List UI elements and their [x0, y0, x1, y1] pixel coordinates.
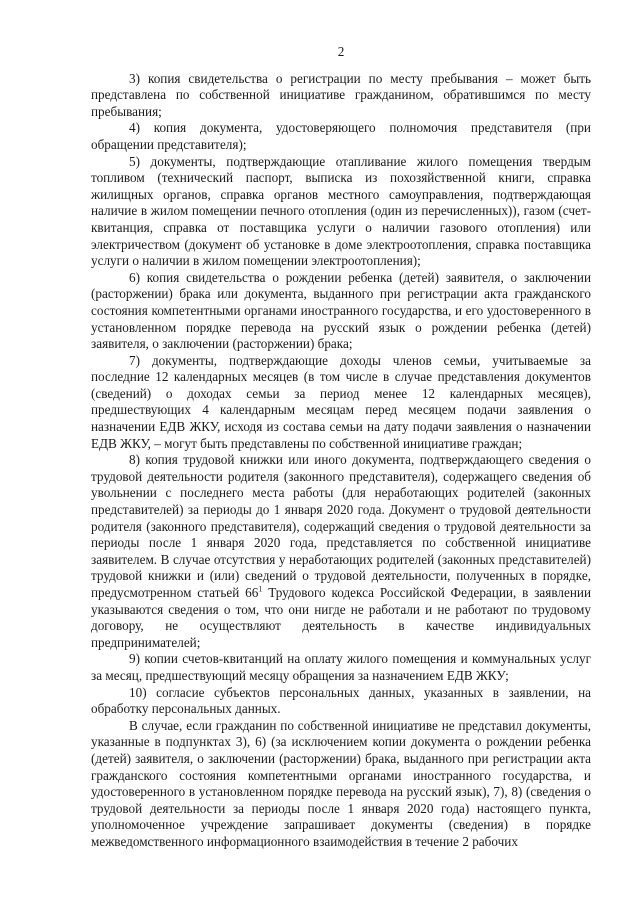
item-3: 3) копия свидетельства о регистрации по месту пребывания – может быть представлена по собственной инициативе гражданином, обратившимся по месту пребывания; [91, 70, 591, 119]
item-10: 10) согласие субъектов персональных данных, указанных в заявлении, на обработку персональных данных. [91, 684, 591, 717]
item-7: 7) документы, подтверждающие доходы членов семьи, учитываемые за последние 12 календарных месяцев (в том числе в случае представления документов (сведений) о доходах семьи за период менее 12 календарных месяцев), предшествующих 4 календарным месяцам перед месяцем подачи заявления о назначении ЕДВ ЖКУ, исходя из состава семьи на дату подачи заявления о назначении ЕДВ ЖКУ, – могут быть представлены по собственной инициативе граждан; [91, 352, 591, 451]
footnote-mark: 1 [258, 584, 263, 594]
page-number: 2 [337, 44, 345, 59]
item-9: 9) копии счетов-квитанций на оплату жилого помещения и коммунальных услуг за месяц, предшествующий месяцу обращения за назначением ЕДВ ЖКУ; [91, 651, 591, 683]
item-8-text: 8) копия трудовой книжки или иного документа, подтверждающего сведения о трудовой деятельности родителя (законного представителя), содержащего сведения об увольнении с последнего места работы (для неработающих родителей (законных представителей) за периоды до 1 января 2020 года. Документ о трудовой деятельности родителя (законного представителя), содержащий сведения о трудовой деятельности за периоды после 1 января 2020 года, представляется по собственной инициативе заявителем. В случае отсутствия у неработающих родителей (законных представителей) трудовой книжки и (или) сведений о трудовой деятельности, полученных в порядке, предусмотренном статьей 66 [91, 452, 591, 600]
closing-paragraph: В случае, если гражданин по собственной инициативе не представил документы, указанные в подпунктах 3), 6) (за исключением копии документа о рождении ребенка (детей) заявителя, о заключении (расторжении) брака, выданного при регистрации акта гражданского состояния компетентными органами иностранного государства, и удостоверенного в установленном порядке перевода на русский язык), 7), 8) (сведения о трудовой деятельности за периоды после 1 января 2020 года) настоящего пункта, уполномоченное учреждение запрашивает документы (сведения) в порядке межведомственного информационного взаимодействия в течение 2 рабочих [91, 717, 591, 849]
item-6: 6) копия свидетельства о рождении ребенка (детей) заявителя, о заключении (расторжении) брака или документа, выданного при регистрации акта гражданского состояния компетентными органами иностранного государства, и его удостоверенного в установленном порядке перевода на русский язык о рождении ребенка (детей) заявителя, о заключении (расторжении) брака; [91, 269, 591, 352]
item-4: 4) копия документа, удостоверяющего полномочия представителя (при обращении представителя); [91, 120, 591, 152]
item-8-text-cont: Трудового кодекса Российской Федерации, в заявлении указываются сведения о том, что они нигде не работали и не работают по трудовому договору, не осуществляют деятельность в качестве индивидуальных предпринимателей; [91, 585, 592, 650]
item-8 [91, 452, 591, 651]
item-5: 5) документы, подтверждающие отапливание жилого помещения твердым топливом (технический паспорт, выписка из похозяйственной книги, справка жилищных органов, справка органов местного самоуправления, подтверждающая наличие в жилом помещении печного отопления (один из перечисленных)), газом (счет-квитанция, справка от поставщика услуги о наличии газового отопления) или электричеством (документ об установке в доме электроотопления, справка поставщика услуги о наличии в жилом помещении электроотопления); [91, 153, 591, 269]
